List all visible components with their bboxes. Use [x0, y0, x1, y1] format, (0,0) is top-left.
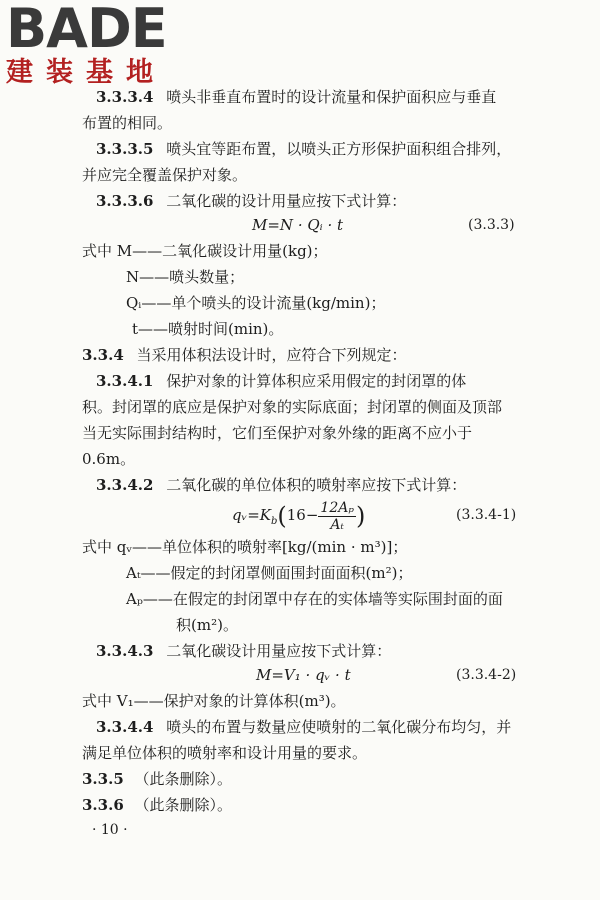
- where-line: 式中 V₁——保护对象的计算体积(m³)。: [82, 692, 346, 710]
- formula-lhs: qᵥ=K: [232, 506, 271, 524]
- formula-3-3-4-2: M=V₁ · qᵥ · t: [256, 666, 351, 684]
- watermark-bade: BADE: [6, 0, 167, 60]
- fraction-denominator: Aₜ: [330, 516, 344, 533]
- clause-text: （此条删除）。: [134, 796, 233, 814]
- clause-3-3-3-5: [96, 138, 511, 160]
- formula-3-3-3: M=N · Qᵢ · t: [252, 216, 344, 234]
- clause-number: 3.3.4.2: [96, 476, 154, 494]
- fraction-numerator: 12Aₚ: [320, 499, 354, 516]
- clause-number: 3.3.4.1: [96, 372, 154, 390]
- clause-text: 喷头的布置与数量应使喷射的二氧化碳分布均匀，并: [166, 718, 512, 736]
- equation-number: (3.3.4-2): [456, 667, 517, 683]
- text-line: 0.6m。: [82, 450, 136, 468]
- clause-text: 二氧化碳的单位体积的喷射率应按下式计算：: [166, 476, 467, 494]
- formula-3-3-4-1: [232, 498, 365, 539]
- clause-number: 3.3.5: [82, 770, 124, 788]
- clause-text: 二氧化碳设计用量应按下式计算：: [166, 642, 392, 660]
- where-line: t——喷射时间(min)。: [132, 320, 284, 338]
- paren-open: (: [277, 502, 287, 530]
- clause-number: 3.3.3.6: [96, 192, 154, 210]
- clause-3-3-3-4: [96, 86, 496, 108]
- clause-3-3-3-6: [96, 190, 406, 212]
- clause-3-3-6: [82, 794, 232, 816]
- clause-3-3-4-1: [96, 370, 466, 392]
- clause-text: 二氧化碳的设计用量应按下式计算：: [166, 192, 407, 210]
- clause-3-3-4-4: [96, 716, 511, 738]
- text-line: 满足单位体积的喷射率和设计用量的要求。: [82, 744, 368, 762]
- page-number: · 10 ·: [92, 822, 128, 838]
- clause-3-3-5: [82, 768, 232, 790]
- where-line: 式中 M——二氧化碳设计用量(kg)；: [82, 242, 328, 260]
- clause-number: 3.3.4.4: [96, 718, 154, 736]
- text-line: 当无实际围封结构时，它们至保护对象外缘的距离不应小于: [82, 424, 473, 442]
- equation-number: (3.3.4-1): [456, 507, 517, 523]
- clause-number: 3.3.3.4: [96, 88, 154, 106]
- paren-close: ): [355, 502, 366, 530]
- formula-fraction: [318, 500, 356, 533]
- text-line: 布置的相同。: [82, 114, 173, 132]
- where-line: Aₜ——假定的封闭罩侧面围封面面积(m²)；: [126, 564, 413, 582]
- formula-const: 16−: [286, 506, 319, 524]
- clause-number: 3.3.4: [82, 346, 124, 364]
- text-line: 积。封闭罩的底应是保护对象的实际底面；封闭罩的侧面及顶部: [82, 398, 503, 416]
- text-line: 并应完全覆盖保护对象。: [82, 166, 248, 184]
- where-line: N——喷头数量；: [126, 268, 245, 286]
- clause-3-3-4: [82, 344, 407, 366]
- where-line: Aₚ——在假定的封闭罩中存在的实体墙等实际围封面的面: [126, 590, 503, 608]
- where-line: 式中 qᵥ——单位体积的喷射率[kg/(min · m³)]；: [82, 538, 408, 556]
- clause-3-3-4-3: [96, 640, 391, 662]
- clause-text: 当采用体积法设计时，应符合下列规定：: [136, 346, 407, 364]
- clause-number: 3.3.3.5: [96, 140, 154, 158]
- clause-text: 喷头非垂直布置时的设计流量和保护面积应与垂直: [166, 88, 497, 106]
- clause-number: 3.3.6: [82, 796, 124, 814]
- clause-3-3-4-2: [96, 474, 466, 496]
- where-line: 积(m²)。: [176, 616, 238, 634]
- watermark-logo: [6, 2, 167, 88]
- clause-text: 保护对象的计算体积应采用假定的封闭罩的体: [166, 372, 467, 390]
- clause-number: 3.3.4.3: [96, 642, 154, 660]
- clause-text: （此条删除）。: [134, 770, 233, 788]
- equation-number: (3.3.3): [468, 217, 515, 233]
- clause-text: 喷头宜等距布置，以喷头正方形保护面积组合排列，: [166, 140, 512, 158]
- watermark-cn: 建装基地: [6, 57, 166, 88]
- formula-sub: b: [270, 516, 278, 527]
- where-line: Qᵢ——单个喷头的设计流量(kg/min)；: [126, 294, 386, 312]
